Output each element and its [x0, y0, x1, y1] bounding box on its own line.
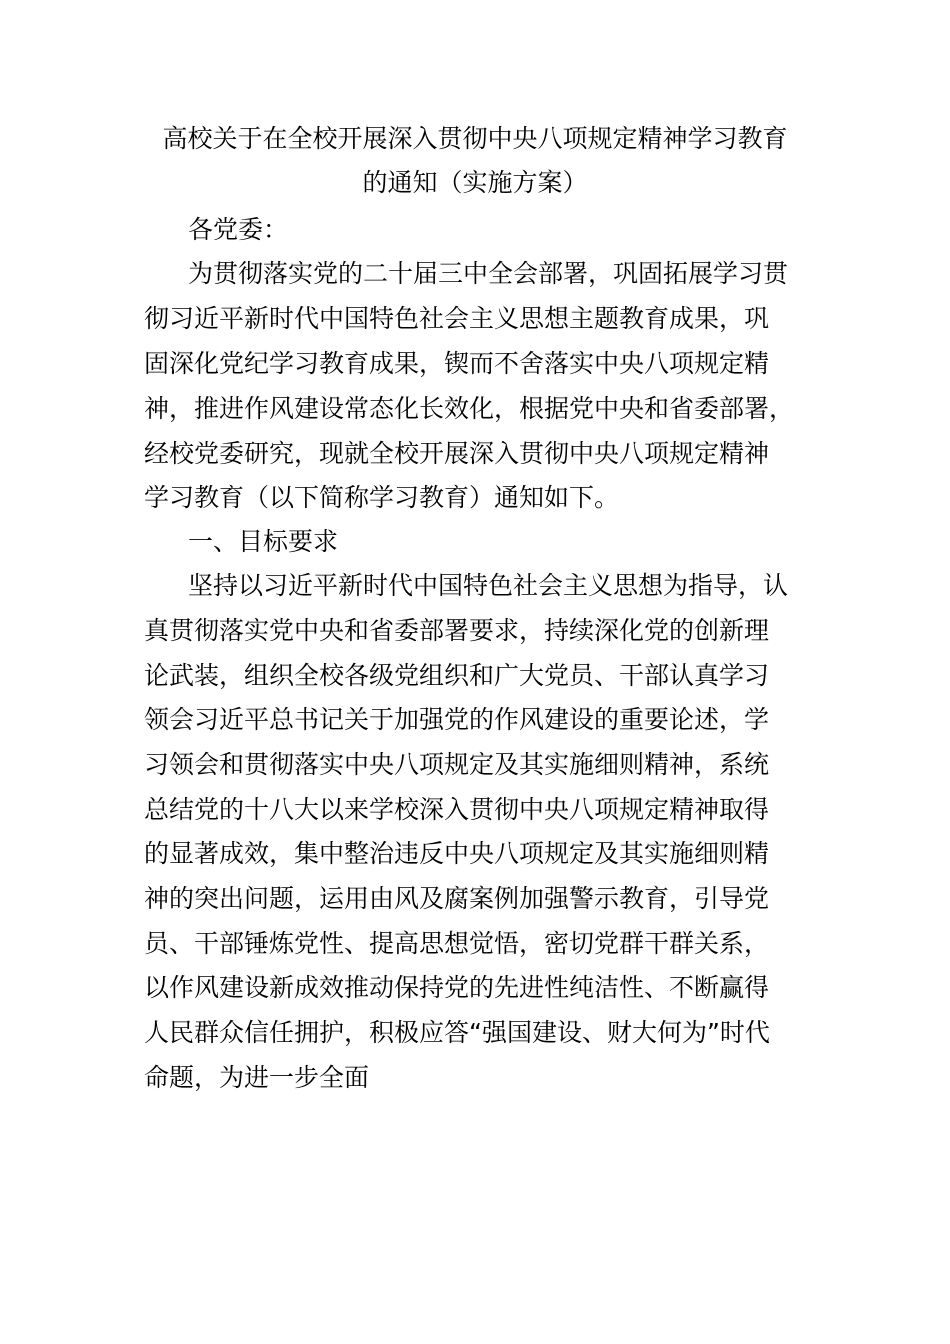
body-line: 经校党委研究，现就全校开展深入贯彻中央八项规定精神 — [144, 439, 770, 468]
body-line: 人民群众信任拥护，积极应答“强国建设、财大何为”时代 — [144, 1018, 770, 1047]
body-line: 领会习近平总书记关于加强党的作风建设的重要论述，学 — [144, 705, 770, 734]
body-line: 固深化党纪学习教育成果，锲而不舍落实中央八项规定精 — [144, 349, 770, 378]
body-line: 习领会和贯彻落实中央八项规定及其实施细则精神，系统 — [144, 750, 770, 779]
body-line: 神，推进作风建设常态化长效化，根据党中央和省委部署， — [144, 394, 795, 423]
body-line: 员、干部锤炼党性、提高思想觉悟，密切党群干群关系， — [144, 929, 770, 958]
body-line: 坚持以习近平新时代中国特色社会主义思想为指导，认 — [188, 571, 789, 600]
salutation: 各党委： — [188, 215, 289, 244]
body-line: 命题，为进一步全面 — [144, 1063, 370, 1092]
body-line: 神的突出问题，运用由风及腐案例加强警示教育，引导党 — [144, 884, 770, 913]
body-line: 总结党的十八大以来学校深入贯彻中央八项规定精神取得 — [144, 795, 770, 824]
body-line: 为贯彻落实党的二十届三中全会部署，巩固拓展学习贯 — [188, 259, 789, 288]
document-title-line-2: 的通知（实施方案） — [362, 168, 588, 197]
body-line: 的显著成效，集中整治违反中央八项规定及其实施细则精 — [144, 839, 770, 868]
section-heading: 一、目标要求 — [188, 527, 339, 556]
body-line: 以作风建设新成效推动保持党的先进性纯洁性、不断赢得 — [144, 973, 770, 1002]
body-line: 论武装，组织全校各级党组织和广大党员、干部认真学习 — [144, 661, 770, 690]
body-line: 学习教育（以下简称学习教育）通知如下。 — [144, 483, 620, 512]
body-line: 真贯彻落实党中央和省委部署要求，持续深化党的创新理 — [144, 616, 770, 645]
document-title-line-1: 高校关于在全校开展深入贯彻中央八项规定精神学习教育 — [162, 124, 788, 153]
body-line: 彻习近平新时代中国特色社会主义思想主题教育成果，巩 — [144, 304, 770, 333]
